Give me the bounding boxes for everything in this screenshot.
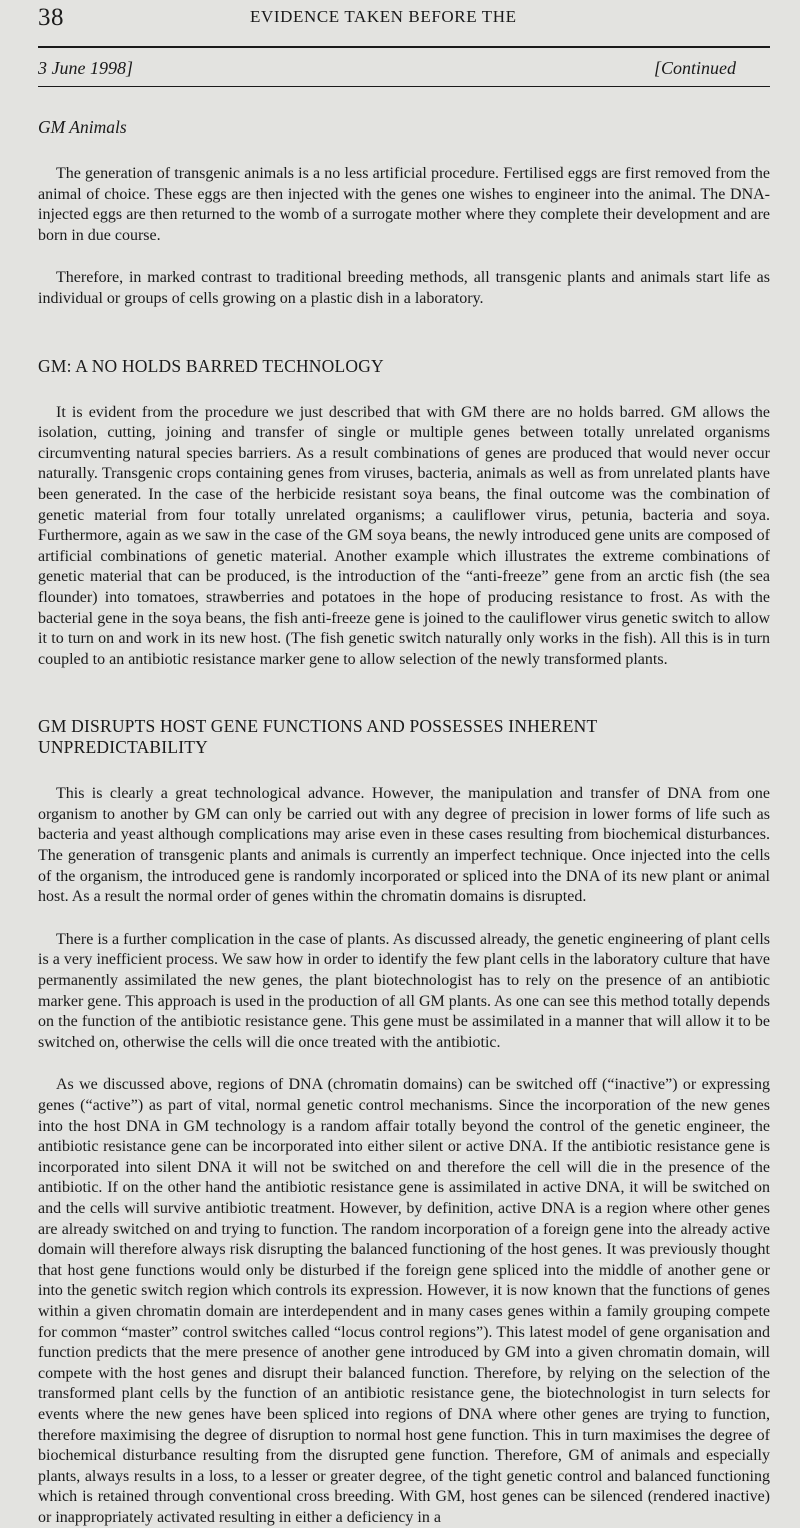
paragraph: As we discussed above, regions of DNA (chromatin domains) can be switched off (“inactive”) or expressing genes (“active”) as part of vital, normal genetic control mechanisms. Since the incorporation of the new genes into the host DNA in GM technology is a random affair totally beyond the control of the genetic engineer, the antibiotic resistance gene can be incorporated into either silent or active DNA. If the antibiotic resistance gene is incorporated into silent DNA it will not be switched on and therefore the cell will die in the presence of the antibiotic. If on the other hand the antibiotic resistance gene is assimilated in active DNA, it will be switched on and the cells will survive antibiotic treatment. However, by definition, active DNA is a region where other genes are already switched on and trying to function. The random incorporation of a foreign gene into the already active domain will therefore always risk disrupting the balanced functioning of the host genes. It was previously thought that host gene functions would only be disturbed if the foreign gene spliced into the middle of another gene or into the genetic switch region which controls its expression. However, it is now known that the functions of genes within a given chromatin domain are interdependent and in many cases genes within a family grouping compete for common “master” control switches called “locus control regions”). This latest model of gene organisation and function predicts that the mere presence of another gene introduced by GM into a given chromatin domain, will compete with the host genes and disrupt their balanced function. Therefore, by relying on the selection of the transformed plant cells by the function of an antibiotic resistance gene, the biotechnologist in turn selects for events where the new genes have been spliced into regions of DNA where other genes are trying to function, therefore maximising the degree of disruption to normal host gene function. This in turn maximises the degree of biochemical disturbance resulting from the disrupted gene function. Therefore, GM of animals and especially plants, always results in a loss, to a lesser or greater degree, of the tight genetic control and balanced functioning which is retained through conventional cross breeding. With GM, host genes can be silenced (rendered inactive) or inappropriately activated resulting in either a deficiency in a [38,1076,770,1526]
running-title: EVIDENCE TAKEN BEFORE THE [250,7,517,26]
paragraph: There is a further complication in the case of plants. As discussed already, the genetic engineering of plant cells is a very inefficient process. We saw how in order to identify the few plant cells in the laboratory culture that have permanently assimilated the new genes, the plant biotechnologist has to rely on the presence of an antibiotic marker gene. This approach is used in the production of all GM plants. As one can see this method totally depends on the function of the antibiotic resistance gene. This gene must be assimilated in a manner that will allow it to be switched on, otherwise the cells will die once treated with the antibiotic. [38,930,770,1051]
section-disrupts-host-genes [38,716,770,1528]
section-heading: GM DISRUPTS HOST GENE FUNCTIONS AND POSSESSES INHERENT UNPREDICTABILITY [38,716,598,758]
page-number: 38 [38,4,64,31]
section-no-holds-barred [38,356,770,671]
date-line [38,48,770,87]
session-date: 3 June 1998] [38,58,133,78]
section-gm-animals [38,117,770,310]
continued-label: [Continued [653,58,736,78]
paragraph: This is clearly a great technological advance. However, the manipulation and transfer of DNA from one organism to another by GM can only be carried out with any degree of precision in lower forms of life such as bacteria and yeast although complications may arise even in these cases resulting from biochemical disturbances. The generation of transgenic plants and animals is currently an imperfect technique. Once injected into the cells of the organism, the introduced gene is randomly incorporated or spliced into the DNA of its new plant or animal host. As a result the normal order of genes within the chromatin domains is disrupted. [38,785,770,906]
paragraph: The generation of transgenic animals is a no less artificial procedure. Fertilised eggs are first removed from the animal of choice. These eggs are then injected with the genes one wishes to engineer into the animal. The DNA-injected eggs are then returned to the womb of a surrogate mother where they complete their development and are born in due course. [38,165,770,244]
section-heading: GM Animals [38,117,127,137]
section-heading: GM: A NO HOLDS BARRED TECHNOLOGY [38,355,384,376]
running-header [38,0,770,48]
paragraph: Therefore, in marked contrast to traditional breeding methods, all transgenic plants and animals start life as individual or groups of cells growing on a plastic dish in a laboratory. [38,269,770,307]
paragraph: It is evident from the procedure we just described that with GM there are no holds barred. GM allows the isolation, cutting, joining and transfer of single or multiple genes between totally unrelated organisms circumventing natural species barriers. As a result combinations of genes are produced that would never occur naturally. Transgenic crops containing genes from viruses, bacteria, animals as well as from unrelated plants have been generated. In the case of the herbicide resistant soya beans, the final outcome was the combination of genetic material from four totally unrelated organisms; a cauliflower virus, petunia, bacteria and soya. Furthermore, again as we saw in the case of the GM soya beans, the newly introduced gene units are composed of artificial combinations of genetic material. Another example which illustrates the extreme combinations of genetic material that can be produced, is the introduction of the “anti-freeze” gene from an arctic fish (the sea flounder) into tomatoes, strawberries and potatoes in the hope of producing resistance to frost. As with the bacterial gene in the soya beans, the fish anti-freeze gene is joined to the cauliflower virus genetic switch to allow it to turn on and work in its new host. (The fish genetic switch naturally only works in the fish). All this is in turn coupled to an antibiotic resistance marker gene to allow selection of the newly transformed plants. [38,403,770,668]
